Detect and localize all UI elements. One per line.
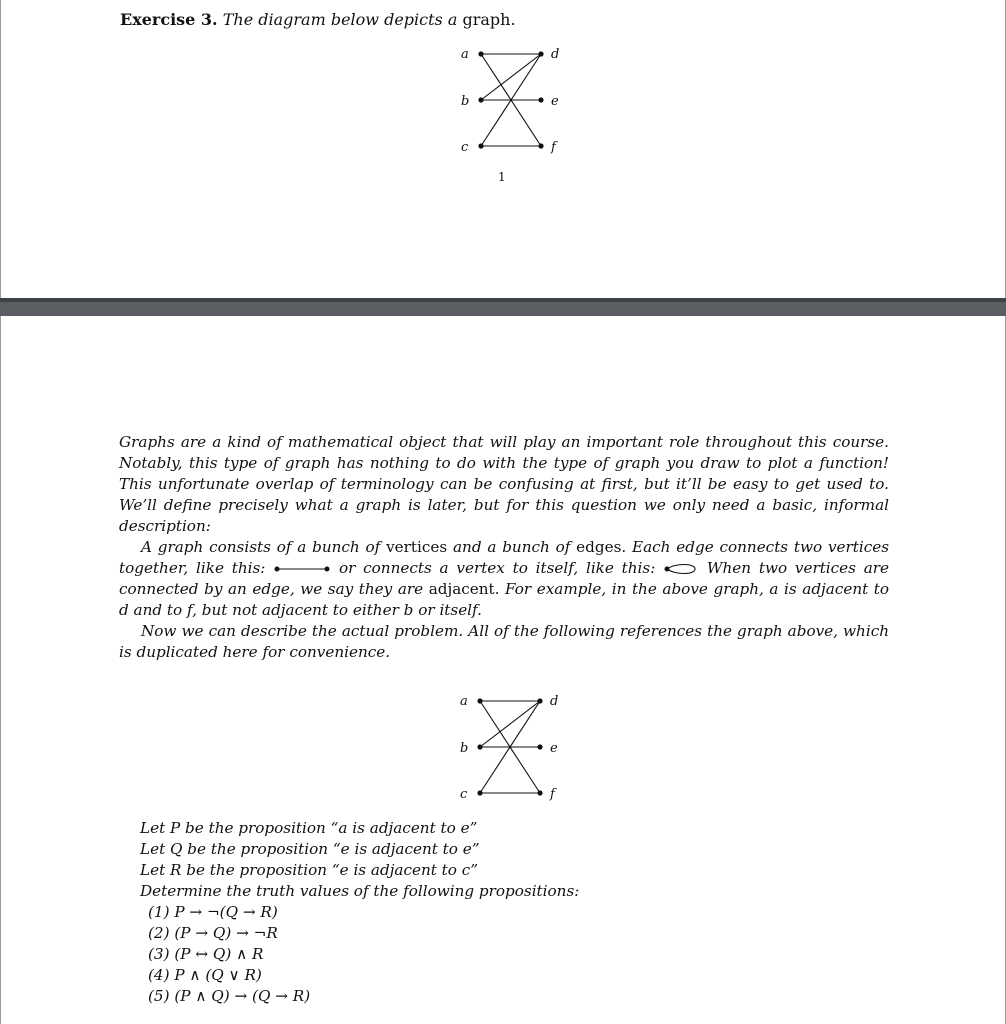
exercise-word: graph: [462, 10, 511, 29]
page-separator: [0, 298, 1006, 316]
page-number: 1: [498, 170, 506, 184]
vertex-label-c: c: [460, 787, 468, 802]
vertex-b: [477, 744, 482, 749]
vertex-label-d: d: [550, 694, 559, 709]
vertex-label-d: d: [551, 47, 560, 62]
vertex-label-b: b: [461, 94, 470, 109]
proposition-list: [148, 902, 840, 1007]
term-edges: edges: [576, 538, 622, 556]
p2-part-f: . For example, in the above graph, a is adjacent to d and to f, but not adjacent to either b or itself.: [119, 580, 890, 619]
proposition-r: Let R be the proposition “e is adjacent to c”: [140, 861, 479, 879]
vertex-label-e: e: [551, 94, 559, 109]
exercise-label: Exercise 3.: [120, 10, 218, 29]
vertex-b: [478, 97, 483, 102]
vertex-label-b: b: [460, 741, 469, 756]
vertex-label-f: f: [550, 787, 555, 802]
item-label: (4): [148, 966, 170, 984]
vertex-e: [538, 97, 543, 102]
paragraph-3: Now we can describe the actual problem. All of the following references the graph above, which is duplicated here for convenience.: [119, 622, 889, 661]
vertex-f: [538, 143, 543, 148]
term-adjacent: adjacent: [428, 580, 495, 598]
graph-diagram-top: [451, 40, 571, 160]
item-label: (3): [148, 945, 170, 963]
vertex-label-a: a: [461, 47, 469, 62]
list-item: [148, 944, 840, 965]
vertex-label-f: f: [551, 140, 556, 155]
edge-b-d: [480, 701, 540, 747]
item-label: (2): [148, 924, 170, 942]
exercise-text: The diagram below depicts a: [222, 10, 458, 29]
item-label: (1): [148, 903, 170, 921]
loop-example-icon: [663, 562, 699, 576]
description-text: [119, 432, 889, 663]
vertex-label-c: c: [461, 140, 469, 155]
vertex-c: [478, 143, 483, 148]
propositions-block: [140, 818, 840, 1007]
item-formula: (P ↔ Q) ∧ R: [174, 945, 264, 963]
instruction: Determine the truth values of the following propositions:: [140, 882, 580, 900]
exercise-end: .: [510, 10, 516, 29]
item-formula: P → ¬(Q → R): [174, 903, 278, 921]
p2-part-d: or connects a vertex to itself, like this:: [338, 559, 656, 577]
proposition-p: Let P be the proposition “a is adjacent to e”: [140, 819, 478, 837]
list-item: [148, 965, 840, 986]
page-1: [0, 0, 1006, 298]
paragraph-1: Graphs are a kind of mathematical object that will play an important role throughout this course. Notably, this type of graph has nothing to do with the type of graph you draw to plot a function! This unfortunate overlap of terminology can be confusing at first, but it’ll be easy to get used to. We’ll define precisely what a graph is later, but for this question we only need a basic, informal description:: [119, 433, 889, 535]
vertex-d: [537, 698, 542, 703]
list-item: [148, 902, 840, 923]
term-vertices: vertices: [386, 538, 448, 556]
exercise-heading: [120, 10, 516, 29]
vertex-a: [478, 51, 483, 56]
proposition-q: Let Q be the proposition “e is adjacent to e”: [140, 840, 480, 858]
graph-diagram-bottom: [450, 687, 570, 807]
vertex-label-e: e: [550, 741, 558, 756]
item-formula: (P → Q) → ¬R: [174, 924, 278, 942]
vertex-a: [477, 698, 482, 703]
vertex-c: [477, 790, 482, 795]
item-formula: (P ∧ Q) → (Q → R): [174, 987, 311, 1005]
vertex-d: [538, 51, 543, 56]
p2-part-b: and a bunch of: [452, 538, 571, 556]
vertex-label-a: a: [460, 694, 468, 709]
vertex-f: [537, 790, 542, 795]
list-item: [148, 986, 840, 1007]
item-label: (5): [148, 987, 170, 1005]
p2-part-a: A graph consists of a bunch of: [141, 538, 381, 556]
edge-b-d: [481, 54, 541, 100]
p2-part-c: . Each edge connects two vertices together, like this:: [119, 538, 890, 577]
item-formula: P ∧ (Q ∨ R): [174, 966, 262, 984]
paragraph-2: [119, 537, 889, 621]
edge-example-icon: [273, 564, 331, 574]
vertex-e: [537, 744, 542, 749]
list-item: [148, 923, 840, 944]
p2-part-e: When two vertices are connected by an edge, we say they are: [119, 559, 890, 598]
